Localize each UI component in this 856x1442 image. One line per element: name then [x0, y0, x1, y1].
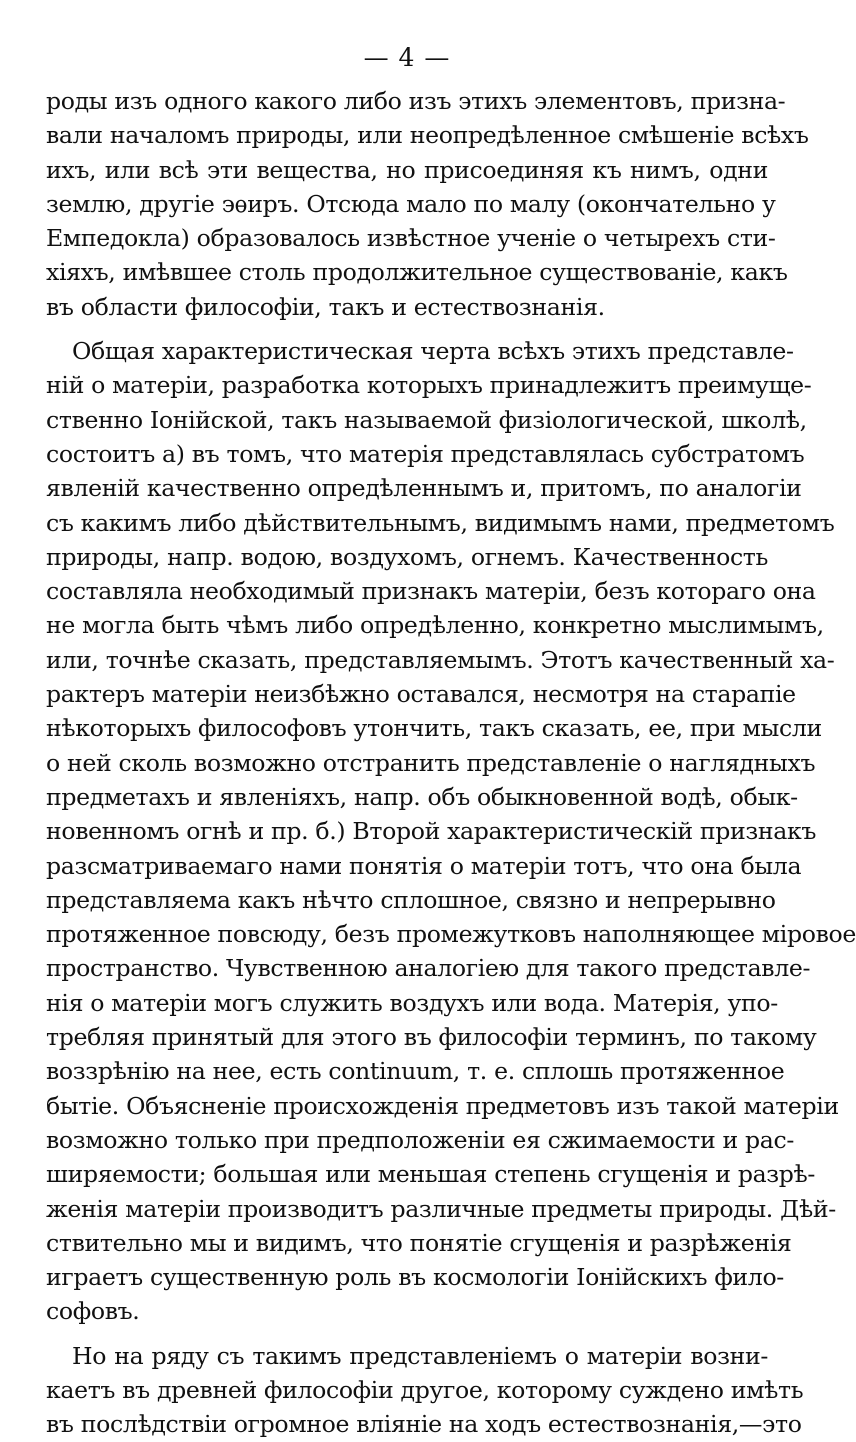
text-line: ственно Іонійской, такъ называемой физіологической, школѣ, — [46, 405, 807, 434]
text-line: не могла быть чѣмъ либо опредѣленно, конкретно мыслимымъ, — [46, 611, 824, 640]
text-body — [46, 84, 856, 1442]
text-line: землю, другіе эѳиръ. Отсюда мало по малу (окончательно у — [46, 189, 776, 218]
text-line: состоитъ а) въ томъ, что матерія представлялась субстратомъ — [46, 439, 805, 468]
text-line: новенномъ огнѣ и пр. б.) Второй характеристическій признакъ — [46, 817, 817, 846]
text-line: явленій качественно опредѣленнымъ и, притомъ, по аналогіи — [46, 474, 802, 503]
text-line: требляя принятый для этого въ философіи терминъ, по такому — [46, 1023, 817, 1052]
text-line: природы, напр. водою, воздухомъ, огнемъ. Качественность — [46, 542, 768, 571]
text-line: ствительно мы и видимъ, что понятіе сгущенія и разрѣженія — [46, 1228, 792, 1257]
text-line: каетъ въ древней философіи другое, которому суждено имѣть — [46, 1375, 804, 1404]
text-line: нія о матеріи могъ служить воздухъ или вода. Матерія, упо- — [46, 988, 778, 1017]
text-line: рактеръ матеріи неизбѣжно оставался, несмотря на старапіе — [46, 680, 796, 709]
text-line: воззрѣнію на нее, есть continuum, т. е. сплошь протяженное — [46, 1057, 785, 1086]
paragraph — [46, 84, 809, 324]
text-line: ихъ, или всѣ эти вещества, но присоединяя къ нимъ, одни — [46, 155, 768, 184]
text-line: ній о матеріи, разработка которыхъ принадлежитъ преимуще- — [46, 371, 812, 400]
paragraph — [46, 334, 856, 1329]
text-line: Общая характеристическая черта всѣхъ этихъ представле- — [72, 337, 794, 366]
text-line: предметахъ и явленіяхъ, напр. объ обыкновенной водѣ, обык- — [46, 782, 798, 811]
page-number: — 4 — — [363, 43, 451, 72]
text-line: протяженное повсюду, безъ промежутковъ наполняющее міровое — [46, 920, 856, 949]
text-line: о ней сколь возможно отстранить представленіе о наглядныхъ — [46, 748, 816, 777]
text-line: роды изъ одного какого либо изъ этихъ элементовъ, призна- — [46, 87, 786, 115]
text-line: разсматриваемаго нами понятія о матеріи тотъ, что она была — [46, 851, 802, 880]
text-line: или, точнѣе сказать, представляемымъ. Этотъ качественный ха- — [46, 645, 835, 674]
text-line: женія матеріи производитъ различные предметы природы. Дѣй- — [46, 1194, 836, 1223]
text-line: вали началомъ природы, или неопредѣленное смѣшеніе всѣхъ — [46, 121, 809, 150]
text-line: софовъ. — [46, 1297, 140, 1326]
text-line: Емпедокла) образовалось извѣстное ученіе о четырехъ сти- — [46, 224, 776, 253]
text-line: возможно только при предположеніи ея сжимаемости и рас- — [46, 1125, 794, 1154]
text-line: играетъ существенную роль въ космологіи Іонійскихъ фило- — [46, 1263, 784, 1292]
page — [46, 38, 856, 1439]
paragraph — [46, 1339, 804, 1442]
text-line: бытіе. Объясненіе происхожденія предметовъ изъ такой матеріи — [46, 1091, 839, 1120]
text-line: ширяемости; большая или меньшая степень сгущенія и разрѣ- — [46, 1160, 816, 1189]
text-line: представляема какъ нѣчто сплошное, связно и непрерывно — [46, 885, 776, 914]
text-line: Но на ряду съ такимъ представленіемъ о матеріи возни- — [72, 1341, 768, 1370]
text-line: нѣкоторыхъ философовъ утончить, такъ сказать, ее, при мысли — [46, 714, 822, 743]
text-line: въ области философіи, такъ и естествознанія. — [46, 292, 605, 321]
text-line: въ послѣдствіи огромное вліяніе на ходъ естествознанія,—это — [46, 1410, 802, 1439]
text-line: хіяхъ, имѣвшее столь продолжительное существованіе, какъ — [46, 258, 788, 287]
text-line: съ какимъ либо дѣйствительнымъ, видимымъ нами, предметомъ — [46, 508, 835, 537]
text-line: составляла необходимый признакъ матеріи, безъ котораго она — [46, 577, 816, 606]
text-line: пространство. Чувственною аналогіею для такого представле- — [46, 954, 811, 983]
